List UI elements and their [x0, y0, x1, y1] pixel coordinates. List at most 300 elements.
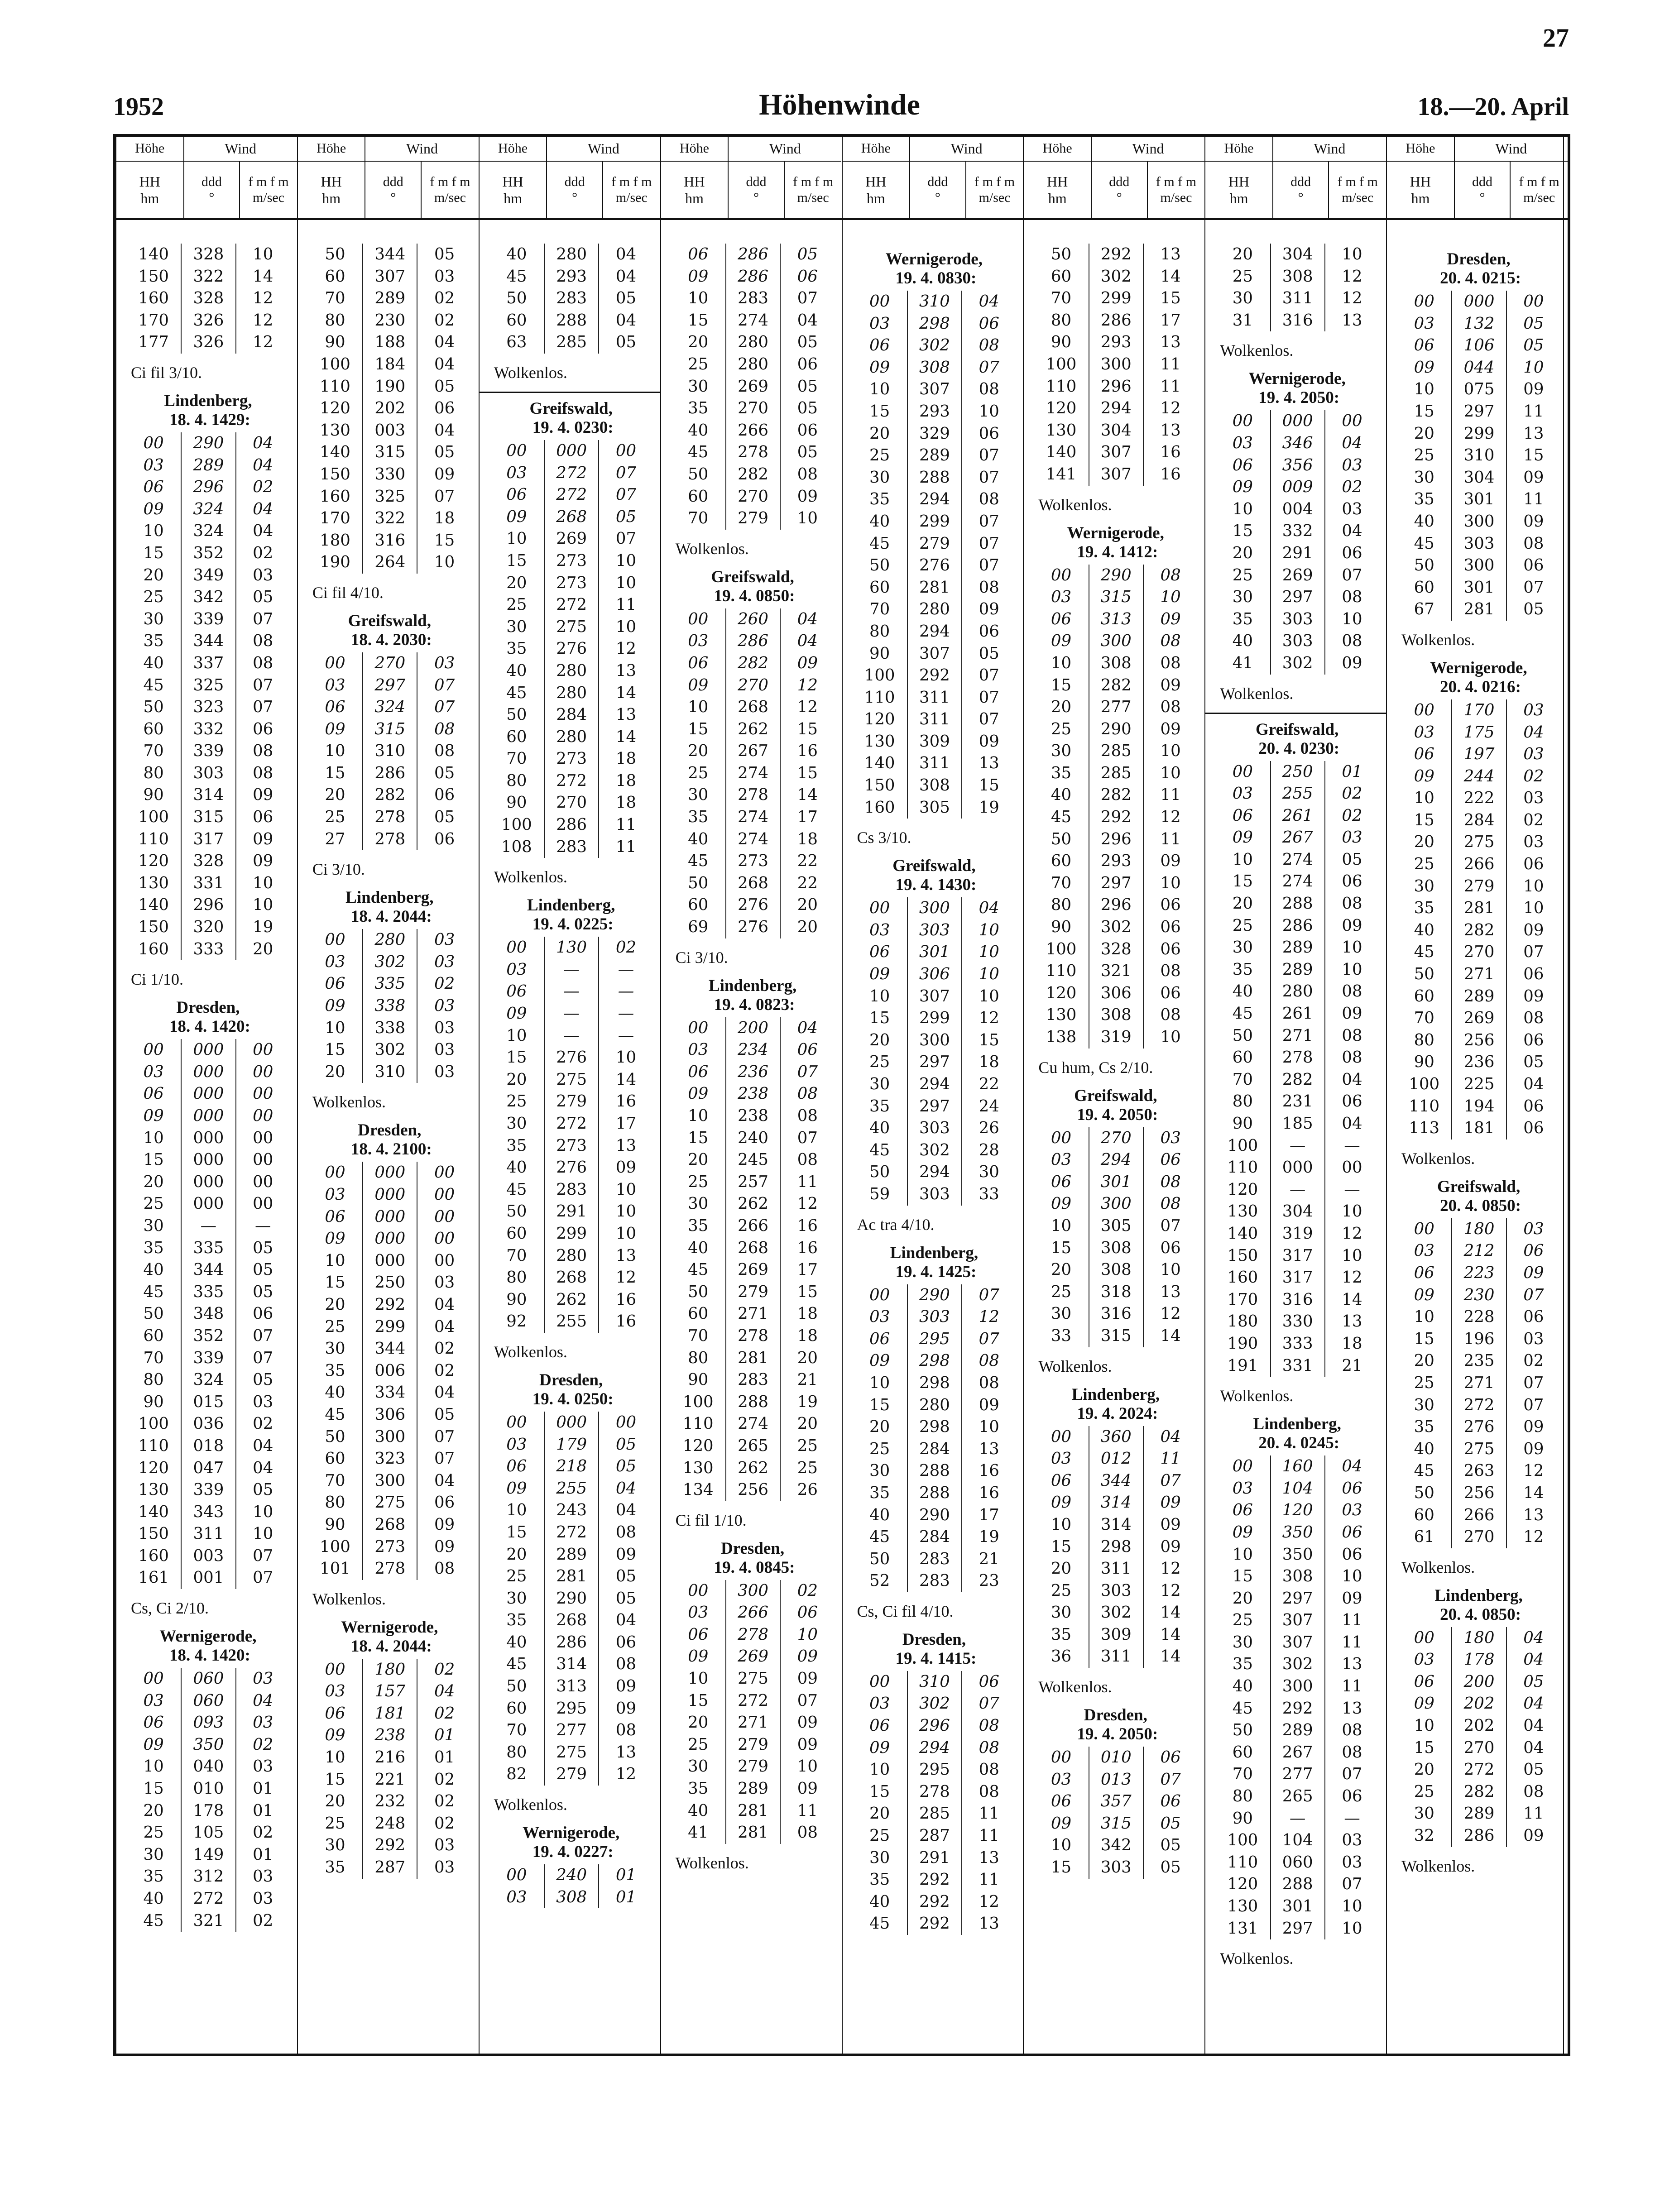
direction-cell: 338: [362, 1017, 417, 1039]
speed-cell: 18: [598, 792, 652, 814]
hh-label: HH: [321, 173, 342, 190]
table-row: [1397, 401, 1560, 423]
msec-label: m/sec: [797, 190, 829, 205]
direction-cell: 307: [907, 643, 961, 665]
direction-cell: 293: [1089, 850, 1143, 872]
speed-cell: 13: [598, 1742, 652, 1764]
speed-cell: 00: [235, 1105, 290, 1127]
speed-cell: 12: [780, 675, 834, 697]
height-cell: 120: [1227, 1875, 1258, 1894]
hh-label: HH: [139, 173, 160, 190]
table-row: [489, 1566, 653, 1588]
direction-cell: 331: [1270, 1355, 1324, 1377]
height-cell: 30: [1051, 742, 1072, 761]
height-cell: 90: [869, 644, 890, 663]
station-date: 19. 4. 2050:: [1077, 1105, 1158, 1124]
direction-cell: 270: [544, 792, 598, 814]
height-cell: 70: [506, 1721, 527, 1740]
height-cell: 00: [869, 292, 890, 311]
height-cell: 40: [506, 1158, 527, 1177]
table-row: [671, 1457, 835, 1479]
height-cell: 15: [1232, 1567, 1253, 1586]
height-cell: 06: [1051, 609, 1072, 628]
height-cell: 35: [506, 639, 527, 658]
speed-cell: 10: [1324, 1896, 1379, 1918]
height-cell: 15: [688, 1691, 709, 1710]
table-row: [853, 1416, 1016, 1438]
speed-cell: 02: [1324, 476, 1379, 498]
direction-cell: 324: [181, 520, 235, 542]
direction-cell: 311: [907, 709, 961, 731]
table-row: [1397, 1328, 1560, 1350]
table-row: [1034, 376, 1197, 398]
direction-cell: 287: [907, 1825, 961, 1847]
direction-cell: 285: [1089, 740, 1143, 762]
table-row: [1397, 1504, 1560, 1527]
direction-cell: 000: [181, 1105, 235, 1127]
speed-cell: —: [235, 1215, 290, 1237]
direction-cell: 314: [1089, 1492, 1143, 1514]
speed-cell: 06: [1143, 1791, 1197, 1813]
direction-cell: 282: [1270, 1069, 1324, 1091]
speed-cell: 10: [1143, 762, 1197, 785]
speed-cell: 13: [1506, 1504, 1560, 1527]
direction-cell: 300: [1089, 1193, 1143, 1215]
height-cell: 20: [1414, 833, 1434, 852]
cloud-note: Ci fil 1/10.: [675, 1511, 747, 1529]
height-cell: 10: [1414, 380, 1434, 399]
table-row: [1034, 916, 1197, 938]
table-row: [853, 1073, 1016, 1096]
direction-cell: 293: [907, 401, 961, 423]
speed-cell: 07: [961, 709, 1016, 731]
direction-cell: 273: [544, 550, 598, 572]
speed-cell: 05: [598, 287, 652, 310]
table-row: [489, 937, 653, 959]
speed-cell: 14: [1143, 1624, 1197, 1646]
height-cell: 45: [1232, 1699, 1253, 1718]
table-row: [308, 1360, 471, 1382]
direction-cell: 282: [1089, 784, 1143, 806]
column-body: [1024, 220, 1204, 1879]
height-cell: 35: [143, 1867, 164, 1886]
table-row: [671, 1580, 835, 1602]
height-cell: 35: [688, 399, 709, 418]
speed-cell: 18: [598, 748, 652, 770]
table-row: [853, 598, 1016, 621]
speed-cell: 05: [780, 331, 834, 354]
station-name: Wernigerode,: [1248, 369, 1346, 388]
speed-cell: 06: [1324, 1786, 1379, 1808]
speed-cell: 06: [1143, 916, 1197, 938]
table-row: [1034, 1281, 1197, 1303]
height-cell: 06: [506, 1457, 527, 1476]
direction-cell: 278: [725, 1325, 780, 1347]
height-cell: 30: [1414, 876, 1434, 895]
direction-cell: 306: [362, 1404, 417, 1426]
speed-cell: 02: [235, 542, 290, 565]
table-row: [126, 1039, 290, 1061]
table-row: [1034, 828, 1197, 851]
speed-cell: 05: [417, 762, 471, 785]
speed-cell: 12: [1324, 287, 1379, 310]
height-cell: 41: [1232, 653, 1253, 672]
table-row: [1397, 1073, 1560, 1096]
speed-cell: 05: [961, 643, 1016, 665]
table-row: [671, 608, 835, 631]
height-cell: 15: [869, 402, 890, 421]
direction-cell: 297: [1089, 872, 1143, 895]
table-row: [1397, 1671, 1560, 1693]
height-cell: 120: [320, 399, 350, 418]
table-row: [1397, 1029, 1560, 1052]
speed-cell: 07: [235, 1545, 290, 1567]
speed-cell: 06: [1324, 871, 1379, 893]
direction-cell: 270: [725, 397, 780, 420]
direction-cell: 280: [1270, 981, 1324, 1003]
table-row: [126, 310, 290, 332]
height-cell: 40: [1232, 632, 1253, 651]
table-row: [671, 1259, 835, 1281]
height-cell: 03: [506, 1435, 527, 1454]
direction-cell: 296: [1089, 828, 1143, 851]
speed-cell: 04: [598, 244, 652, 266]
height-cell: 20: [1232, 245, 1253, 263]
height-cell: 80: [506, 771, 527, 790]
table-row: [1397, 378, 1560, 401]
direction-cell: 279: [725, 508, 780, 530]
speed-cell: 00: [417, 1206, 471, 1228]
direction-cell: 225: [1451, 1073, 1506, 1096]
direction-cell: 185: [1270, 1113, 1324, 1135]
speed-cell: 03: [417, 1834, 471, 1857]
height-cell: 60: [688, 895, 709, 914]
table-row: [1034, 441, 1197, 464]
table-row: [308, 266, 471, 288]
speed-cell: 10: [1324, 959, 1379, 981]
height-cell: 00: [869, 899, 890, 918]
table-row: [126, 1866, 290, 1888]
direction-cell: 356: [1270, 455, 1324, 477]
table-row: [671, 828, 835, 851]
column-body: [1387, 220, 1568, 1877]
direction-cell: 130: [544, 937, 598, 959]
speed-cell: 07: [961, 1693, 1016, 1715]
speed-cell: 04: [1506, 1715, 1560, 1737]
table-row: [489, 616, 653, 638]
table-row: [1215, 287, 1379, 310]
height-cell: 120: [138, 852, 169, 871]
direction-cell: 202: [362, 397, 417, 420]
station-name: Wernigerode,: [523, 1824, 620, 1843]
table-row: [671, 675, 835, 697]
height-cell: 60: [506, 1699, 527, 1718]
direction-cell: 290: [1089, 718, 1143, 741]
speed-cell: 09: [417, 1536, 471, 1558]
speed-cell: 04: [598, 266, 652, 288]
table-row: [308, 1206, 471, 1228]
cloud-note: Wolkenlos.: [494, 868, 567, 886]
table-row: [126, 520, 290, 542]
table-row: [1215, 1896, 1379, 1918]
table-row: [1215, 981, 1379, 1003]
speed-cell: 11: [780, 1800, 834, 1822]
direction-cell: 000: [362, 1184, 417, 1206]
table-row: [126, 1910, 290, 1932]
height-cell: 45: [143, 1282, 164, 1301]
table-row: [1215, 1499, 1379, 1522]
direction-cell: 292: [1270, 1698, 1324, 1720]
hh-label: HH: [1228, 173, 1250, 190]
hm-label: hm: [140, 190, 159, 206]
speed-cell: 12: [598, 1763, 652, 1786]
height-unit-header: [480, 162, 547, 218]
speed-cell: 16: [780, 1215, 834, 1237]
height-cell: 25: [1051, 719, 1072, 738]
direction-cell: 307: [362, 266, 417, 288]
table-row: [853, 1825, 1016, 1847]
table-row: [1397, 1284, 1560, 1307]
table-row: [671, 1712, 835, 1734]
direction-cell: 300: [1451, 511, 1506, 533]
station-name: Dresden,: [176, 998, 240, 1017]
direction-cell: 310: [1451, 445, 1506, 467]
direction-cell: 197: [1451, 743, 1506, 766]
height-cell: 03: [1414, 1650, 1434, 1669]
table-row: [489, 1499, 653, 1522]
speed-cell: 15: [1506, 445, 1560, 467]
speed-cell: 04: [235, 1457, 290, 1479]
height-cell: 70: [1414, 1009, 1434, 1028]
table-row: [671, 740, 835, 762]
table-row: [126, 1778, 290, 1800]
height-cell: 00: [1051, 1427, 1072, 1446]
table-row: [1034, 1193, 1197, 1215]
speed-cell: 14: [235, 266, 290, 288]
direction-cell: 298: [907, 1350, 961, 1372]
height-cell: 25: [1232, 1611, 1253, 1630]
speed-unit-header: [1510, 162, 1568, 218]
direction-cell: 275: [544, 616, 598, 638]
table-row: [1034, 397, 1197, 420]
height-cell: 09: [869, 1351, 890, 1370]
table-row: [853, 577, 1016, 599]
height-cell: 120: [864, 710, 895, 729]
height-cell: 00: [325, 930, 345, 949]
direction-cell: 181: [1451, 1117, 1506, 1140]
direction-cell: 311: [1089, 1646, 1143, 1668]
height-cell: 06: [688, 245, 709, 263]
station-heading: [308, 888, 471, 926]
speed-cell: 08: [598, 1522, 652, 1544]
table-row: [126, 1391, 290, 1413]
station-date: 19. 4. 2050:: [1258, 388, 1340, 407]
direction-cell: 292: [1089, 244, 1143, 266]
speed-cell: 07: [961, 665, 1016, 687]
direction-cell: 120: [1270, 1499, 1324, 1522]
table-row: [1215, 1566, 1379, 1588]
direction-cell: 317: [1270, 1245, 1324, 1267]
table-row: [489, 528, 653, 550]
speed-cell: 06: [1143, 1149, 1197, 1171]
height-cell: 50: [1051, 245, 1072, 263]
speed-cell: 15: [1143, 287, 1197, 310]
column-header: [116, 137, 297, 220]
table-row: [126, 1105, 290, 1127]
speed-cell: 03: [1324, 498, 1379, 521]
speed-cell: 07: [235, 608, 290, 631]
speed-cell: 05: [780, 397, 834, 420]
station-date: 19. 4. 2024:: [1077, 1404, 1158, 1423]
height-cell: 06: [325, 698, 345, 717]
table-row: [1397, 1306, 1560, 1328]
table-row: [853, 1007, 1016, 1029]
table-row: [671, 420, 835, 442]
direction-cell: 333: [181, 938, 235, 961]
speed-cell: 02: [417, 1703, 471, 1725]
direction-cell: 270: [1089, 1127, 1143, 1149]
station-name: Greifswald,: [348, 611, 431, 630]
height-cell: 35: [143, 1238, 164, 1257]
height-cell: 45: [1232, 1004, 1253, 1023]
table-row: [126, 850, 290, 872]
height-cell: 09: [325, 1229, 345, 1248]
height-cell: 90: [506, 793, 527, 812]
table-row: [1034, 1514, 1197, 1536]
table-row: [853, 1306, 1016, 1328]
table-row: [1397, 1096, 1560, 1118]
speed-cell: 17: [961, 1504, 1016, 1527]
speed-cell: 12: [1506, 1460, 1560, 1482]
direction-cell: 236: [725, 1061, 780, 1083]
table-row: [1397, 1759, 1560, 1781]
height-cell: 45: [506, 1655, 527, 1674]
table-row: [1397, 291, 1560, 313]
direction-cell: 018: [181, 1435, 235, 1457]
table-row: [671, 1039, 835, 1061]
direction-unit-header: [546, 162, 602, 218]
height-cell: 41: [688, 1823, 709, 1842]
speed-cell: 09: [1143, 1492, 1197, 1514]
speed-cell: 10: [1324, 244, 1379, 266]
wind-header: Wind: [546, 137, 660, 162]
height-header: Höhe: [1205, 137, 1272, 162]
speed-cell: 06: [1143, 894, 1197, 916]
speed-cell: 10: [780, 1756, 834, 1778]
table-row: [671, 1435, 835, 1457]
speed-cell: 07: [1506, 1394, 1560, 1417]
speed-cell: 03: [235, 1668, 290, 1690]
msec-label: m/sec: [1342, 190, 1374, 205]
height-unit-header: [298, 162, 365, 218]
table-row: [1034, 420, 1197, 442]
height-cell: 20: [1414, 424, 1434, 443]
direction-cell: 289: [725, 1778, 780, 1800]
height-cell: 70: [688, 509, 709, 528]
table-row: [671, 1624, 835, 1646]
direction-cell: 330: [362, 464, 417, 486]
speed-cell: 04: [598, 1499, 652, 1522]
table-row: [853, 1869, 1016, 1891]
speed-cell: 05: [598, 1434, 652, 1456]
height-unit-header: [843, 162, 910, 218]
direction-cell: 283: [544, 1179, 598, 1201]
speed-cell: 03: [1324, 1499, 1379, 1522]
height-cell: 03: [506, 960, 527, 979]
direction-cell: 271: [725, 1303, 780, 1325]
height-cell: 80: [143, 763, 164, 782]
speed-cell: 04: [235, 1435, 290, 1457]
direction-cell: 236: [1451, 1051, 1506, 1073]
height-cell: 20: [1232, 1589, 1253, 1608]
table-row: [853, 291, 1016, 313]
height-cell: 70: [869, 600, 890, 619]
table-row: [1215, 520, 1379, 542]
speed-cell: 04: [417, 420, 471, 442]
height-cell: 113: [1409, 1119, 1440, 1138]
direction-cell: 280: [907, 598, 961, 621]
height-cell: 100: [682, 1392, 714, 1411]
table-row: [1034, 244, 1197, 266]
direction-cell: —: [1270, 1179, 1324, 1201]
height-cell: 25: [143, 1823, 164, 1842]
height-header: Höhe: [1024, 137, 1091, 162]
table-row: [308, 331, 471, 354]
speed-cell: 04: [1324, 520, 1379, 542]
station-heading: [308, 1121, 471, 1159]
table-row: [489, 682, 653, 704]
height-cell: 00: [869, 1285, 890, 1304]
direction-cell: 300: [907, 1029, 961, 1052]
speed-cell: 02: [417, 1813, 471, 1835]
table-row: [1215, 586, 1379, 608]
speed-cell: 14: [598, 682, 652, 704]
height-cell: 35: [325, 1858, 345, 1877]
table-row: [671, 894, 835, 916]
direction-cell: 180: [1451, 1218, 1506, 1240]
table-row: [308, 1536, 471, 1558]
table-row: [1034, 740, 1197, 762]
direction-cell: 294: [907, 1161, 961, 1183]
cloud-note: Wolkenlos.: [312, 1093, 386, 1111]
speed-cell: 10: [235, 872, 290, 895]
fmfm-label: f m f m: [793, 174, 834, 189]
direction-cell: 350: [181, 1734, 235, 1756]
height-cell: 35: [325, 1361, 345, 1380]
station-heading: [308, 612, 471, 650]
direction-cell: 301: [1451, 488, 1506, 511]
direction-cell: 000: [1270, 410, 1324, 432]
speed-cell: 11: [1143, 784, 1197, 806]
direction-cell: 286: [1089, 310, 1143, 332]
height-cell: 80: [143, 1370, 164, 1389]
table-row: [308, 973, 471, 995]
table-row: [1215, 1113, 1379, 1135]
direction-cell: 267: [725, 740, 780, 762]
direction-cell: 316: [1089, 1303, 1143, 1325]
speed-cell: 09: [598, 1676, 652, 1698]
direction-cell: 010: [1089, 1747, 1143, 1769]
degree-label: °: [1116, 190, 1122, 205]
speed-cell: 06: [961, 313, 1016, 335]
direction-cell: 265: [1270, 1786, 1324, 1808]
speed-cell: —: [598, 1025, 652, 1047]
table-row: [1215, 761, 1379, 783]
speed-cell: 07: [417, 696, 471, 718]
direction-cell: 298: [907, 313, 961, 335]
height-cell: 40: [688, 1238, 709, 1257]
height-cell: 30: [869, 1075, 890, 1093]
